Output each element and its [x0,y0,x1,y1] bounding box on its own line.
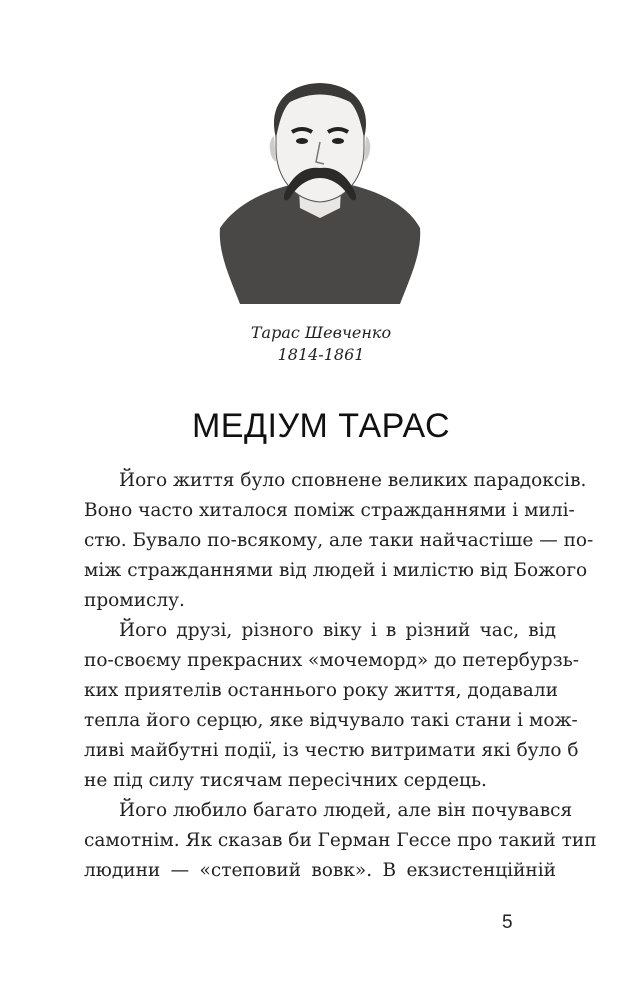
page-number: 5 [502,912,513,933]
text-line: промислу. [84,590,185,611]
text-line: Його любило багато людей, але він почувався [119,800,573,821]
text-line: ких приятелів останнього року життя, додавали [84,680,558,701]
text-line: стю. Бувало по-всякому, але таки найчастіше — по- [84,530,594,551]
text-line: ливі майбутні події, із честю витримати які було б [84,740,579,761]
chapter-body [84,466,597,886]
text-line: Його життя було сповнене великих парадоксів. [119,470,587,491]
text-line: по-своєму прекрасних «мочеморд» до петербурзь- [84,650,580,671]
text-line: між стражданнями від людей і милістю від Божого [84,560,588,581]
chapter-title: МЕДІУМ ТАРАС [191,407,451,445]
portrait-caption-name: Тарас Шевченко [250,323,392,342]
text-line: самотнім. Як сказав би Герман Гессе про такий тип [84,830,597,851]
portrait-illustration [210,78,430,304]
text-line: Воно часто хиталося поміж стражданнями і милі- [84,500,575,521]
text-line: не під силу тисячам пересічних сердець. [84,770,487,791]
text-line: Його друзі, різного віку і в різний час, від [119,620,556,641]
text-line: тепла його серцю, яке відчувало такі стани і мож- [84,710,578,731]
text-line: людини — «степовий вовк». В екзистенційній [84,860,556,881]
portrait-caption-years: 1814-1861 [277,345,365,364]
